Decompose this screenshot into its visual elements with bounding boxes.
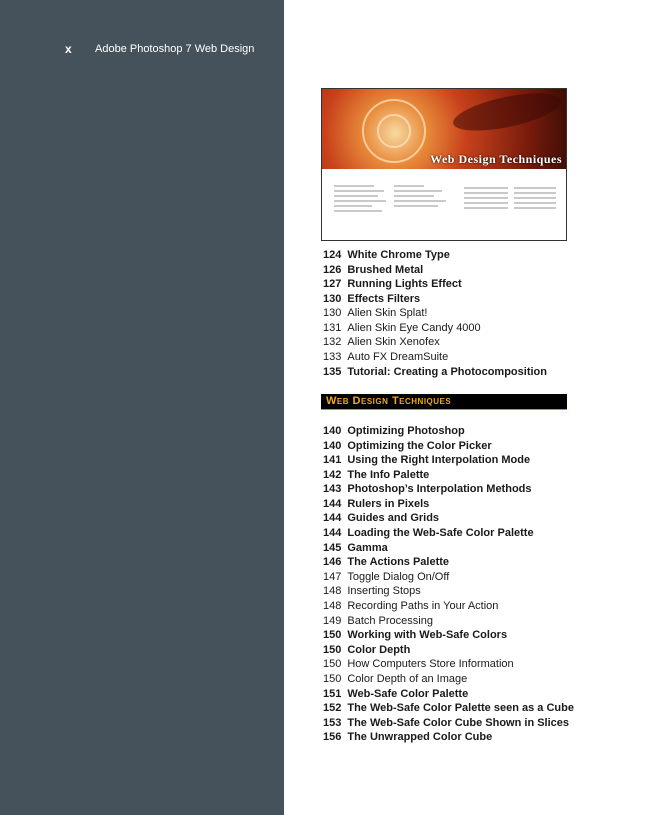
- toc-title: Working with Web-Safe Colors: [347, 629, 508, 641]
- toc-page-number: 149: [323, 615, 342, 627]
- toc-title: Recording Paths in Your Action: [347, 600, 499, 612]
- toc-entry: [323, 570, 449, 584]
- toc-entry: [323, 555, 449, 569]
- thumbnail-text-line: [334, 195, 378, 197]
- toc-entry: [323, 701, 574, 715]
- toc-page-number: 144: [323, 527, 342, 539]
- toc-entry: [323, 497, 429, 511]
- toc-page-number: 132: [323, 336, 342, 348]
- toc-title: Photoshop’s Interpolation Methods: [347, 483, 532, 495]
- toc-page-number: 150: [323, 644, 342, 656]
- toc-title: The Web-Safe Color Palette seen as a Cube: [347, 702, 574, 714]
- toc-title: Alien Skin Splat!: [347, 307, 428, 319]
- thumbnail-text-line: [334, 200, 386, 202]
- toc-entry: [323, 643, 410, 657]
- thumbnail-text-line: [334, 190, 384, 192]
- toc-page-number: 150: [323, 629, 342, 641]
- toc-page-number: 148: [323, 600, 342, 612]
- toc-title: Using the Right Interpolation Mode: [347, 454, 531, 466]
- toc-entry: [323, 541, 388, 555]
- book-title: Adobe Photoshop 7 Web Design: [95, 43, 255, 55]
- toc-page-number: 146: [323, 556, 342, 568]
- thumbnail-text-line: [514, 187, 556, 189]
- toc-title: Color Depth: [347, 644, 411, 656]
- toc-entry: [323, 292, 420, 306]
- toc-page-number: 143: [323, 483, 342, 495]
- toc-entry: [323, 439, 492, 453]
- thumbnail-text-line: [394, 195, 434, 197]
- thumbnail-text-line: [464, 187, 508, 189]
- toc-entry: [323, 730, 492, 744]
- toc-page-number: 144: [323, 512, 342, 524]
- toc-entry: [323, 599, 498, 613]
- toc-title: Color Depth of an Image: [347, 673, 468, 685]
- toc-entry: [323, 365, 547, 379]
- toc-page-number: 144: [323, 498, 342, 510]
- toc-title: The Actions Palette: [347, 556, 450, 568]
- section-heading: Web Design Techniques: [326, 395, 452, 407]
- toc-entry: [323, 511, 439, 525]
- toc-page-number: 130: [323, 307, 342, 319]
- toc-page-number: 127: [323, 278, 342, 290]
- toc-page-number: 147: [323, 571, 342, 583]
- toc-entry: [323, 614, 433, 628]
- toc-page-number: 152: [323, 702, 342, 714]
- page-number: x: [65, 42, 72, 56]
- toc-title: The Unwrapped Color Cube: [347, 731, 493, 743]
- toc-page-number: 145: [323, 542, 342, 554]
- toc-entry: [323, 321, 481, 335]
- toc-page-number: 124: [323, 249, 342, 261]
- thumbnail-text-line: [514, 197, 556, 199]
- toc-page-number: 141: [323, 454, 342, 466]
- toc-entry: [323, 628, 507, 642]
- toc-page-number: 156: [323, 731, 342, 743]
- toc-entry: [323, 716, 569, 730]
- toc-title: Alien Skin Xenofex: [347, 336, 440, 348]
- toc-title: The Info Palette: [347, 469, 430, 481]
- toc-entry: [323, 657, 514, 671]
- toc-title: Guides and Grids: [347, 512, 440, 524]
- toc-entry: [323, 335, 440, 349]
- toc-page-number: 153: [323, 717, 342, 729]
- thumbnail-text-line: [334, 210, 382, 212]
- toc-entry: [323, 672, 467, 686]
- toc-entry: [323, 277, 462, 291]
- toc-page-number: 151: [323, 688, 342, 700]
- toc-page-number: 140: [323, 440, 342, 452]
- thumbnail-text-line: [464, 197, 508, 199]
- toc-title: Batch Processing: [347, 615, 433, 627]
- thumbnail-text-line: [514, 202, 556, 204]
- toc-page-number: 133: [323, 351, 342, 363]
- thumbnail-text-line: [464, 202, 508, 204]
- toc-title: Auto FX DreamSuite: [347, 351, 449, 363]
- toc-title: Effects Filters: [347, 293, 421, 305]
- chapter-thumbnail: [321, 88, 567, 241]
- thumbnail-text-line: [334, 185, 374, 187]
- toc-page-number: 131: [323, 322, 342, 334]
- toc-title: Optimizing the Color Picker: [347, 440, 492, 452]
- toc-page-number: 135: [323, 366, 342, 378]
- toc-entry: [323, 687, 468, 701]
- toc-page-number: 126: [323, 264, 342, 276]
- toc-entry: [323, 350, 448, 364]
- toc-entry: [323, 453, 530, 467]
- toc-page-number: 148: [323, 585, 342, 597]
- toc-title: Tutorial: Creating a Photocomposition: [347, 366, 547, 378]
- section-heading-bar: [321, 394, 567, 410]
- toc-title: Web-Safe Color Palette: [347, 688, 469, 700]
- toc-title: Loading the Web-Safe Color Palette: [347, 527, 534, 539]
- toc-title: Rulers in Pixels: [347, 498, 430, 510]
- toc-entry: [323, 306, 427, 320]
- thumbnail-text-line: [394, 185, 424, 187]
- toc-page-number: 150: [323, 658, 342, 670]
- left-sidebar: [0, 0, 284, 815]
- thumbnail-text-line: [464, 207, 508, 209]
- toc-entry: [323, 468, 429, 482]
- thumbnail-text-line: [464, 192, 508, 194]
- thumbnail-text-line: [334, 205, 372, 207]
- toc-entry: [323, 482, 532, 496]
- toc-page-number: 150: [323, 673, 342, 685]
- toc-title: Brushed Metal: [347, 264, 424, 276]
- toc-title: Optimizing Photoshop: [347, 425, 465, 437]
- toc-entry: [323, 584, 421, 598]
- toc-title: Running Lights Effect: [347, 278, 462, 290]
- toc-title: White Chrome Type: [347, 249, 450, 261]
- thumbnail-ring-inner: [377, 114, 411, 148]
- toc-title: Alien Skin Eye Candy 4000: [347, 322, 481, 334]
- toc-title: Toggle Dialog On/Off: [347, 571, 450, 583]
- toc-page-number: 130: [323, 293, 342, 305]
- toc-title: The Web-Safe Color Cube Shown in Slices: [347, 717, 570, 729]
- toc-title: Inserting Stops: [347, 585, 421, 597]
- thumbnail-text-line: [394, 200, 446, 202]
- toc-entry: [323, 526, 534, 540]
- toc-page-number: 142: [323, 469, 342, 481]
- toc-title: How Computers Store Information: [347, 658, 514, 670]
- toc-page-number: 140: [323, 425, 342, 437]
- toc-entry: [323, 263, 423, 277]
- toc-title: Gamma: [347, 542, 388, 554]
- toc-entry: [323, 424, 465, 438]
- thumbnail-heading: Web Design Techniques: [430, 152, 562, 166]
- thumbnail-text-line: [394, 190, 442, 192]
- thumbnail-text-line: [514, 192, 556, 194]
- thumbnail-text-line: [514, 207, 556, 209]
- thumbnail-text-line: [394, 205, 438, 207]
- toc-entry: [323, 248, 450, 262]
